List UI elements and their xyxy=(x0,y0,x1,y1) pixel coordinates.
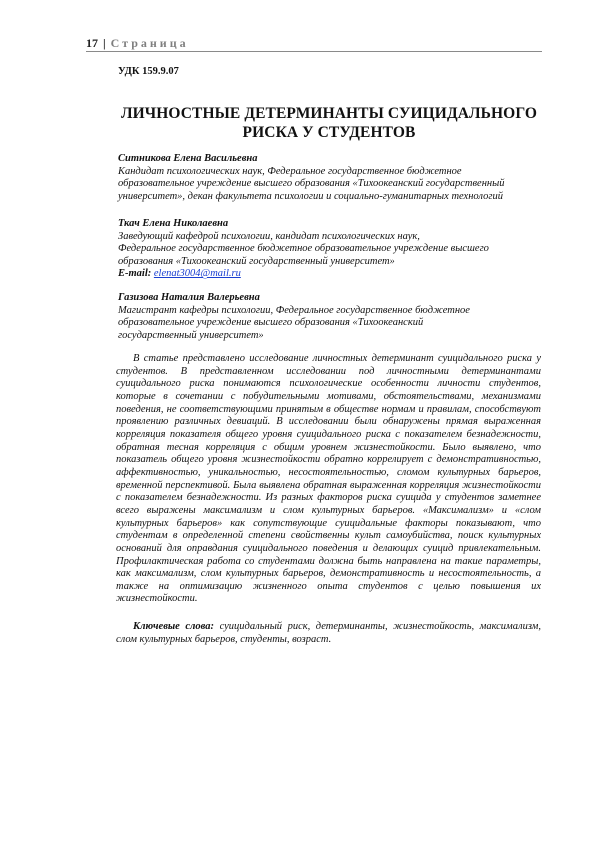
email-label: E-mail: xyxy=(118,268,152,280)
title-line-1: ЛИЧНОСТНЫЕ ДЕТЕРМИНАНТЫ СУИЦИДАЛЬНОГО xyxy=(120,105,538,122)
author-affiliation-line: образовательное учреждение высшего образования «Тихоокеанский xyxy=(118,317,424,329)
author-affiliation-line: университет», декан факультета психологии и социально-гуманитарных технологий xyxy=(118,190,503,202)
author-affiliation-line: образования «Тихоокеанский государственный университет» xyxy=(118,255,395,267)
author-affiliation-line: образовательное учреждение высшего образования «Тихоокеанский государственный xyxy=(118,178,505,190)
author-name: Ситникова Елена Васильевна xyxy=(118,153,258,164)
page-word: Страница xyxy=(110,36,189,50)
author-affiliation-line: Заведующий кафедрой психологии, кандидат психологических наук, xyxy=(118,230,420,242)
author-affiliation-line: Кандидат психологических наук, Федеральное государственное бюджетное xyxy=(118,165,462,177)
author-block-3 xyxy=(118,292,538,342)
email-link[interactable]: elenat3004@mail.ru xyxy=(153,268,241,280)
udk-code: УДК 159.9.07 xyxy=(118,66,179,77)
author-affiliation-line: Магистрант кафедры психологии, Федеральное государственное бюджетное xyxy=(118,304,470,316)
article-title xyxy=(118,104,540,142)
author-affiliation-line: Федеральное государственное бюджетное образовательное учреждение высшего xyxy=(118,243,489,255)
author-block-1 xyxy=(118,153,538,203)
author-name: Газизова Наталия Валерьевна xyxy=(118,292,260,303)
author-affiliation-line: государственный университет» xyxy=(118,329,264,341)
page-number: 17 xyxy=(86,36,98,50)
title-line-2: РИСКА У СТУДЕНТОВ xyxy=(242,124,416,141)
header-separator: | xyxy=(103,36,106,50)
author-block-2 xyxy=(118,218,538,281)
keywords-text: суицидальный риск, детерминанты, жизнестойкость, максимализм, слом культурных барьеров, студенты, возраст. xyxy=(116,621,541,645)
abstract-paragraph: В статье представлено исследование личностных детерминант суицидального риска у студентов. В представленном исследовании под личностными детерминантами суицидального риска понимаются психологические особенности личности студентов, которые в сочетании с побудительными мотивами, обстоятельствами, механизмами поведения, не соответствующими принятым в обществе нормам и правилам, способствуют проявлению различных девиаций. В исследовании были обнаружены прямая выраженная корреляция показателя общего уровня суицидального риска с показателем безнадежности, обратная тесная корреляция с общим уровнем жизнестойкости. Было выявлено, что показатель общего уровня жизнестойкости обратно коррелирует с демонстративностью, аффективностью, уникальностью, несостоятельностью, сломом культурных барьеров, временной перспективой. Была выявлена обратная выраженная корреляция жизнестойкости с показателем безнадежности. Из разных факторов риска суицида у студентов заметнее всего выражены максимализм и слом культурных барьеров. «Максимализм» и «слом культурных барьеров» как сопутствующие суицидальные факторы показывают, что студентам в определенной степени свойственны культ самоубийства, поиск культурных оснований для оправдания суицидального поведения и делающих суицид привлекательным. Профилактическая работа со студентами должна быть направлена на такие параметры, как максимализм, слом культурных барьеров, демонстративность и несостоятельность, а также на оптимизацию жизненного опыта студентов с целью повышения их жизнестойкости. xyxy=(116,353,541,605)
page-header xyxy=(86,36,542,51)
author-name: Ткач Елена Николаевна xyxy=(118,218,229,229)
keywords-label: Ключевые слова: xyxy=(133,621,215,632)
keywords-paragraph xyxy=(116,620,541,646)
author-email-row xyxy=(118,268,538,281)
header-divider xyxy=(86,51,542,52)
